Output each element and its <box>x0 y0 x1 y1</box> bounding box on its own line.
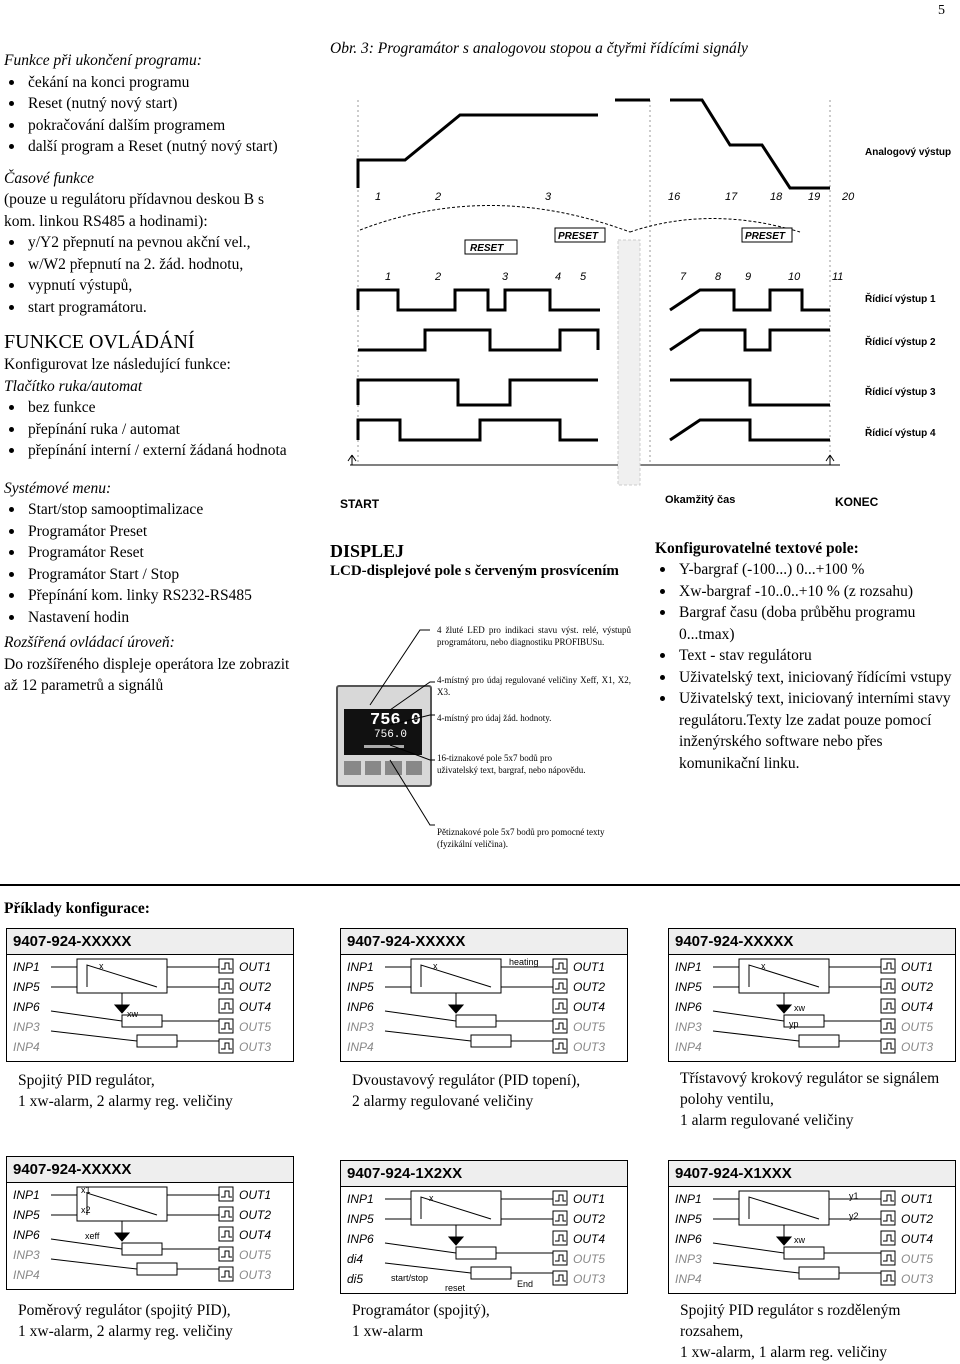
output-label: OUT3 <box>901 1272 934 1286</box>
display-subtitle: LCD-displejové pole s červeným prosvícením <box>330 563 619 579</box>
list-item: Reset (nutný nový start) <box>4 93 294 115</box>
control-functions-heading: FUNKCE OVLÁDÁNÍ <box>4 331 195 353</box>
svg-text:16: 16 <box>668 191 681 203</box>
list-item: w/W2 přepnutí na 2. žád. hodnotu, <box>4 254 294 276</box>
input-label: di5 <box>347 1272 364 1286</box>
end-functions-title: Funkce při ukončení programu: <box>4 52 202 69</box>
output-label: OUT3 <box>573 1040 606 1054</box>
config-schematic <box>7 1183 291 1287</box>
output-label: OUT5 <box>239 1020 272 1034</box>
list-item: pokračování dalším programem <box>4 115 294 137</box>
svg-text:3: 3 <box>545 191 552 203</box>
input-label: INP4 <box>347 1040 374 1054</box>
config-schematic <box>669 955 953 1059</box>
svg-text:9: 9 <box>745 271 752 283</box>
svg-text:x: x <box>761 961 766 971</box>
display-note-text-field: 16-tiznakové pole 5x7 bodů pro uživatelský text, bargraf, nebo nápovědu. <box>437 753 586 775</box>
input-label: INP6 <box>13 1000 40 1014</box>
input-label: INP5 <box>347 980 374 994</box>
svg-text:start/stop: start/stop <box>391 1273 429 1283</box>
display-note-process: 4-místný pro údaj regulované veličiny Xeff, X1, X2, X3. <box>437 675 631 697</box>
extended-level-text: Do rozšířeného displeje operátora lze zobrazit až 12 parametrů a signálů <box>4 655 290 694</box>
text-field-title: Konfigurovatelné textové pole: <box>655 540 859 557</box>
process-value: 756.0 <box>370 711 422 730</box>
output-label: OUT2 <box>573 980 606 994</box>
setpoint-value: 756.0 <box>374 729 408 741</box>
svg-text:xw: xw <box>794 1235 805 1245</box>
list-item: bez funkce <box>4 397 294 419</box>
svg-text:5: 5 <box>580 271 587 283</box>
list-item: Y-bargraf (-100...) 0...+100 % <box>655 559 957 581</box>
button-title: Tlačítko ruka/automat <box>4 377 143 395</box>
config-caption <box>18 1070 294 1112</box>
config-caption <box>352 1070 628 1112</box>
list-item: Text - stav regulátoru <box>655 645 957 667</box>
caption-line: 1 xw-alarm <box>352 1323 424 1340</box>
input-label: INP5 <box>13 1208 40 1222</box>
preset-label-1: PRESET <box>558 231 599 242</box>
examples-heading: Příklady konfigurace: <box>4 900 150 917</box>
svg-text:1: 1 <box>375 191 382 203</box>
svg-text:xw: xw <box>794 1003 805 1013</box>
config-caption <box>680 1300 956 1363</box>
input-label: INP1 <box>13 1188 40 1202</box>
input-label: INP3 <box>675 1252 702 1266</box>
svg-text:y1: y1 <box>849 1191 859 1201</box>
system-menu-title: Systémové menu: <box>4 479 112 497</box>
control-output-4-trace <box>358 420 830 440</box>
output-label: OUT1 <box>239 1188 272 1202</box>
config-schematic <box>341 955 625 1059</box>
output-label: OUT5 <box>573 1020 606 1034</box>
config-diagram <box>668 1160 956 1294</box>
svg-text:x: x <box>433 961 438 971</box>
svg-text:heating: heating <box>509 957 539 967</box>
config-schematic <box>669 1187 953 1291</box>
caption-line: Dvoustavový regulátor (PID topení), <box>352 1072 581 1089</box>
input-label: INP5 <box>347 1212 374 1226</box>
list-item: Programátor Reset <box>4 542 294 564</box>
svg-text:7: 7 <box>680 271 687 283</box>
caption-line: Spojitý PID regulátor, <box>18 1072 155 1089</box>
list-item: Přepínání kom. linky RS232-RS485 <box>4 585 294 607</box>
input-label: INP4 <box>675 1040 702 1054</box>
input-label: INP4 <box>13 1268 40 1282</box>
config-code: 9407-924-XXXXX <box>669 929 955 955</box>
config-diagram <box>6 1156 294 1290</box>
list-item: Xw-bargraf -10..0..+10 % (z rozsahu) <box>655 581 957 603</box>
svg-text:17: 17 <box>725 191 738 203</box>
control-output-4-label: Řídicí výstup 4 <box>865 428 936 439</box>
caption-line: Třístavový krokový regulátor se signálem polohy ventilu, <box>680 1070 940 1108</box>
output-label: OUT2 <box>239 980 272 994</box>
config-diagram <box>668 928 956 1062</box>
input-label: INP6 <box>13 1228 40 1242</box>
config-diagram <box>6 928 294 1062</box>
caption-line: 1 alarm regulované veličiny <box>680 1112 854 1129</box>
input-label: INP3 <box>13 1248 40 1262</box>
text-field-list <box>655 559 957 774</box>
list-item: další program a Reset (nutný nový start) <box>4 136 294 158</box>
list-item: Nastavení hodin <box>4 607 294 629</box>
svg-text:10: 10 <box>788 271 801 283</box>
display-section <box>330 540 630 581</box>
column-left <box>4 50 294 697</box>
output-label: OUT5 <box>239 1248 272 1262</box>
control-output-2-label: Řídicí výstup 2 <box>865 337 936 348</box>
display-note-unit-field: Pětiznakové pole 5x7 bodů pro pomocné texty (fyzikální veličina). <box>437 827 605 849</box>
control-output-1-trace <box>358 290 830 310</box>
config-caption <box>680 1068 956 1131</box>
input-label: INP5 <box>675 1212 702 1226</box>
svg-text:3: 3 <box>502 271 509 283</box>
time-functions-desc: (pouze u regulátoru přídavnou deskou B s kom. linkou RS485 a hodinami): <box>4 191 264 230</box>
config-code: 9407-924-XXXXX <box>7 929 293 955</box>
config-schematic <box>341 1187 625 1291</box>
svg-text:x1: x1 <box>81 1185 91 1195</box>
input-label: di4 <box>347 1252 364 1266</box>
output-label: OUT2 <box>573 1212 606 1226</box>
input-label: INP6 <box>347 1232 374 1246</box>
input-label: INP1 <box>347 960 374 974</box>
page-number: 5 <box>938 3 945 18</box>
control-output-1-label: Řídicí výstup 1 <box>865 294 936 305</box>
caption-line: 2 alarmy regulované veličiny <box>352 1093 534 1110</box>
input-label: INP3 <box>347 1020 374 1034</box>
reset-label: RESET <box>470 243 504 254</box>
input-label: INP1 <box>675 1192 702 1206</box>
output-label: OUT3 <box>239 1268 272 1282</box>
output-label: OUT1 <box>573 960 606 974</box>
caption-line: Programátor (spojitý), <box>352 1302 490 1319</box>
start-label: START <box>340 497 380 511</box>
output-label: OUT4 <box>901 1000 934 1014</box>
config-diagram <box>340 1160 628 1294</box>
output-label: OUT3 <box>573 1272 606 1286</box>
list-item: Programátor Start / Stop <box>4 564 294 586</box>
text-field-section <box>655 538 957 774</box>
display-note-setpoint: 4-místný pro údaj žád. hodnoty. <box>437 713 552 723</box>
system-menu-list <box>4 499 294 628</box>
current-time-label: Okamžitý čas <box>665 494 736 506</box>
svg-text:4: 4 <box>555 271 562 283</box>
input-label: INP4 <box>13 1040 40 1054</box>
control-output-3-trace <box>358 380 830 405</box>
svg-text:yp: yp <box>789 1019 799 1029</box>
input-label: INP6 <box>675 1232 702 1246</box>
current-time-marker <box>618 240 640 485</box>
output-label: OUT1 <box>239 960 272 974</box>
svg-text:x: x <box>99 961 104 971</box>
programmer-timing-diagram <box>330 60 960 520</box>
end-functions-list <box>4 72 294 158</box>
config-code: 9407-924-XXXXX <box>7 1157 293 1183</box>
end-label: KONEC <box>835 495 879 509</box>
time-functions-title: Časové funkce <box>4 169 94 187</box>
list-item: Start/stop samooptimalizace <box>4 499 294 521</box>
config-schematic <box>7 955 291 1059</box>
svg-text:y2: y2 <box>849 1211 859 1221</box>
config-caption <box>18 1300 294 1342</box>
output-label: OUT1 <box>901 1192 934 1206</box>
svg-text:2: 2 <box>435 271 442 283</box>
list-item: Programátor Preset <box>4 521 294 543</box>
extended-level-title: Rozšířená ovládací úroveň: <box>4 634 175 651</box>
control-intro: Konfigurovat lze následující funkce: <box>4 356 231 373</box>
svg-text:11: 11 <box>832 271 844 283</box>
analog-output-trace <box>358 100 830 188</box>
output-label: OUT3 <box>239 1040 272 1054</box>
list-item: přepínání ruka / automat <box>4 419 294 441</box>
input-label: INP6 <box>675 1000 702 1014</box>
config-diagram <box>340 928 628 1062</box>
svg-text:2: 2 <box>435 191 442 203</box>
config-code: 9407-924-XXXXX <box>341 929 627 955</box>
output-label: OUT2 <box>901 980 934 994</box>
caption-line: Poměrový regulátor (spojitý PID), <box>18 1302 231 1319</box>
svg-text:1: 1 <box>385 271 392 283</box>
list-item: Bargraf času (doba průběhu programu 0...tmax) <box>655 602 957 645</box>
output-label: OUT5 <box>573 1252 606 1266</box>
figure-caption: Obr. 3: Programátor s analogovou stopou a čtyřmi řídícími signály <box>330 40 748 57</box>
input-label: INP1 <box>347 1192 374 1206</box>
svg-text:xeff: xeff <box>85 1231 100 1241</box>
list-item: vypnutí výstupů, <box>4 275 294 297</box>
input-label: INP4 <box>675 1272 702 1286</box>
analog-output-label: Analogový výstup <box>865 147 952 158</box>
list-item: Uživatelský text, iniciovaný interními stavy regulátoru.Texty lze zadat pouze pomocí inženýrského software nebo přes komunikační linku. <box>655 688 957 774</box>
caption-line: Spojitý PID regulátor s rozděleným rozsahem, <box>680 1302 901 1340</box>
output-label: OUT4 <box>901 1232 934 1246</box>
svg-text:x2: x2 <box>81 1205 91 1215</box>
input-label: INP1 <box>675 960 702 974</box>
output-label: OUT4 <box>239 1000 272 1014</box>
list-item: start programátoru. <box>4 297 294 319</box>
output-label: OUT4 <box>239 1228 272 1242</box>
list-item: Uživatelský text, iniciovaný řídícími vstupy <box>655 667 957 689</box>
output-label: OUT2 <box>901 1212 934 1226</box>
svg-text:reset: reset <box>445 1283 466 1291</box>
display-note-leds: 4 žluté LED pro indikaci stavu výst. relé, výstupů programátoru, nebo diagnostiku PROFIBUSu. <box>437 625 631 647</box>
svg-text:8: 8 <box>715 271 722 283</box>
output-label: OUT4 <box>573 1000 606 1014</box>
svg-text:19: 19 <box>808 191 821 203</box>
display-title: DISPLEJ <box>330 541 405 561</box>
section-divider <box>0 884 960 886</box>
svg-text:End: End <box>517 1279 534 1289</box>
input-label: INP3 <box>675 1020 702 1034</box>
input-label: INP1 <box>13 960 40 974</box>
svg-text:x: x <box>429 1193 434 1203</box>
caption-line: 1 xw-alarm, 1 alarm reg. veličiny <box>680 1344 888 1361</box>
svg-text:20: 20 <box>842 191 855 203</box>
control-output-2-trace <box>358 330 830 350</box>
caption-line: 1 xw-alarm, 2 alarmy reg. veličiny <box>18 1093 233 1110</box>
config-caption <box>352 1300 628 1342</box>
input-label: INP5 <box>675 980 702 994</box>
caption-line: 1 xw-alarm, 2 alarmy reg. veličiny <box>18 1323 233 1340</box>
list-item: přepínání interní / externí žádaná hodnota <box>4 440 294 462</box>
output-label: OUT4 <box>573 1232 606 1246</box>
time-functions-list <box>4 232 294 318</box>
input-label: INP5 <box>13 980 40 994</box>
output-label: OUT1 <box>901 960 934 974</box>
output-label: OUT3 <box>901 1040 934 1054</box>
list-item: y/Y2 přepnutí na pevnou akční vel., <box>4 232 294 254</box>
list-item: čekání na konci programu <box>4 72 294 94</box>
output-label: OUT1 <box>573 1192 606 1206</box>
svg-text:18: 18 <box>770 191 783 203</box>
output-label: OUT5 <box>901 1252 934 1266</box>
preset-label-2: PRESET <box>745 231 786 242</box>
input-label: INP3 <box>13 1020 40 1034</box>
button-functions-list <box>4 397 294 462</box>
config-code: 9407-924-X1XXX <box>669 1161 955 1187</box>
input-label: INP6 <box>347 1000 374 1014</box>
output-label: OUT2 <box>239 1208 272 1222</box>
output-label: OUT5 <box>901 1020 934 1034</box>
config-code: 9407-924-1X2XX <box>341 1161 627 1187</box>
svg-text:xw: xw <box>127 1009 138 1019</box>
control-output-3-label: Řídicí výstup 3 <box>865 387 936 398</box>
